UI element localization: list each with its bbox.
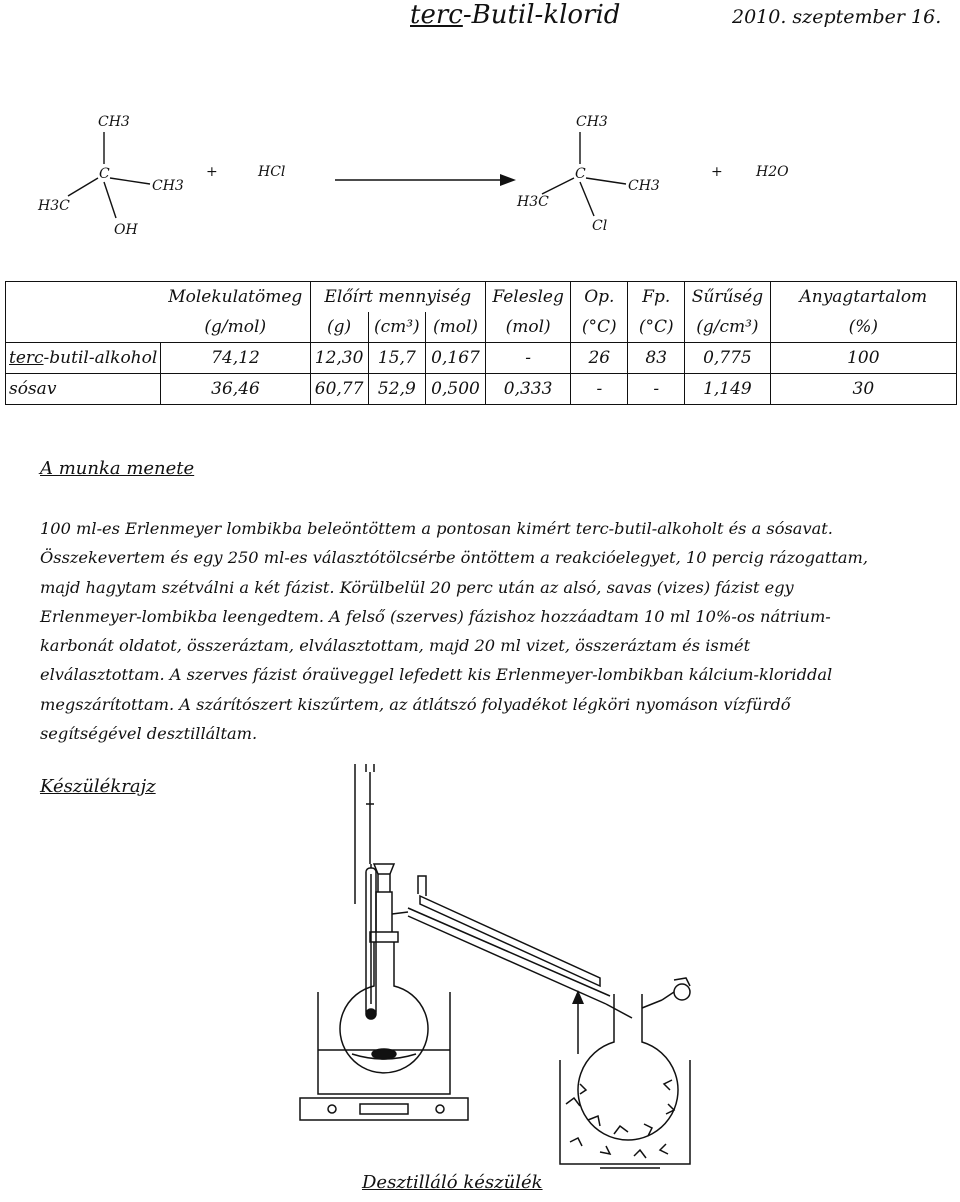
procedure-line: majd hagytam szétválni a két fázist. Körülbelül 20 perc után az alsó, savas (vizes) fázist egy <box>40 577 794 597</box>
cell-cm3: 52,9 <box>368 374 426 405</box>
row-name-rest: -butil-alkohol <box>43 348 158 368</box>
condenser <box>366 764 610 1004</box>
cell-excess: - <box>485 343 571 374</box>
cell-content: 100 <box>770 343 956 374</box>
apparatus-caption: Desztilláló készülék <box>362 1172 543 1193</box>
header-excess: Felesleg <box>485 282 571 313</box>
cell-g: 12,30 <box>310 343 368 374</box>
receiver-flask <box>578 978 690 1140</box>
procedure-line: Erlenmeyer-lombikba leengedtem. A felső (szerves) fázishoz hozzáadtam 10 ml 10%-os nátrium- <box>40 606 831 626</box>
reactant-top: CH3 <box>98 114 130 130</box>
apparatus-heading: Készülékrajz <box>40 776 156 797</box>
cell-molar-mass: 36,46 <box>161 374 310 405</box>
product-center: C <box>575 166 586 182</box>
cell-density: 1,149 <box>685 374 770 405</box>
row-name <box>6 374 161 405</box>
reactant-left: H3C <box>38 198 70 214</box>
title-prefix: terc <box>410 0 463 30</box>
distillation-head <box>374 864 408 932</box>
title-rest: -Butil-klorid <box>462 0 621 30</box>
header2-empty <box>6 312 161 343</box>
heater-plate <box>300 1098 468 1120</box>
header-bp: Fp. <box>628 282 685 313</box>
cell-cm3: 15,7 <box>368 343 426 374</box>
page-title <box>410 0 620 30</box>
page-date: 2010. szeptember 16. <box>732 6 942 28</box>
header2-mol: (mol) <box>426 312 486 343</box>
table-row <box>6 374 957 405</box>
procedure-line: segítségével desztilláltam. <box>40 724 258 744</box>
header2-content: (%) <box>770 312 956 343</box>
product-right: CH3 <box>628 178 660 194</box>
row-name <box>6 343 161 374</box>
cell-bp: 83 <box>628 343 685 374</box>
cell-bp: - <box>628 374 685 405</box>
procedure-line: Összekevertem és egy 250 ml-es választótölcsérbe öntöttem a reakcióelegyet, 10 percig rázogattam, <box>40 548 868 568</box>
cell-content: 30 <box>770 374 956 405</box>
cell-excess: 0,333 <box>485 374 571 405</box>
heating-bath <box>318 992 450 1094</box>
header2-density: (g/cm³) <box>685 312 770 343</box>
header2-bp: (°C) <box>628 312 685 343</box>
row-name-prefix: terc <box>9 348 44 368</box>
header-prescribed: Előírt mennyiség <box>310 282 485 313</box>
procedure-line: karbonát oldatot, összeráztam, elválasztottam, majd 20 ml vizet, összeráztam és ismét <box>40 636 751 656</box>
header2-g: (g) <box>310 312 368 343</box>
distillation-apparatus-drawing <box>270 764 730 1174</box>
header2-cm3: (cm³) <box>368 312 426 343</box>
byproduct-water: H2O <box>756 164 789 180</box>
procedure-line: 100 ml-es Erlenmeyer lombikba beleöntöttem a pontosan kimért terc-butil-alkoholt és a sósavat. <box>40 519 833 538</box>
reagent-table <box>5 281 957 405</box>
table-header-row-1 <box>6 282 957 313</box>
plus-sign-2: + <box>711 164 723 180</box>
procedure-line: megszárítottam. A szárítószert kiszűrtem, az átlátszó folyadékot légköri nyomáson vízfürdő <box>40 694 791 714</box>
cell-g: 60,77 <box>310 374 368 405</box>
distilling-flask <box>340 932 428 1073</box>
reactant-right: CH3 <box>152 178 184 194</box>
header2-excess: (mol) <box>485 312 571 343</box>
header-empty <box>6 282 161 313</box>
product-left: H3C <box>517 194 549 210</box>
product-top: CH3 <box>576 114 608 130</box>
header2-mp: (°C) <box>571 312 628 343</box>
reagent-hcl: HCl <box>258 164 286 180</box>
header-mp: Op. <box>571 282 628 313</box>
cell-mol: 0,500 <box>426 374 486 405</box>
header-content: Anyagtartalom <box>770 282 956 313</box>
header2-molar-mass: (g/mol) <box>161 312 310 343</box>
procedure-heading: A munka menete <box>40 458 195 479</box>
procedure-line: elválasztottam. A szerves fázist óraüveggel lefedett kis Erlenmeyer-lombikban kálcium-kloriddal <box>40 665 833 685</box>
cell-density: 0,775 <box>685 343 770 374</box>
table-header-row-2 <box>6 312 957 343</box>
reactant-center: C <box>99 166 110 182</box>
table-row <box>6 343 957 374</box>
cell-molar-mass: 74,12 <box>161 343 310 374</box>
row-name-rest: sósav <box>9 379 57 399</box>
reaction-scheme <box>0 90 960 250</box>
reactant-bottom: OH <box>114 222 138 238</box>
procedure-text <box>40 514 952 748</box>
cell-mp: - <box>571 374 628 405</box>
cell-mp: 26 <box>571 343 628 374</box>
header-molar-mass: Molekulatömeg <box>161 282 310 313</box>
header-density: Sűrűség <box>685 282 770 313</box>
plus-sign-1: + <box>206 164 218 180</box>
cell-mol: 0,167 <box>426 343 486 374</box>
product-bottom: Cl <box>592 218 608 234</box>
